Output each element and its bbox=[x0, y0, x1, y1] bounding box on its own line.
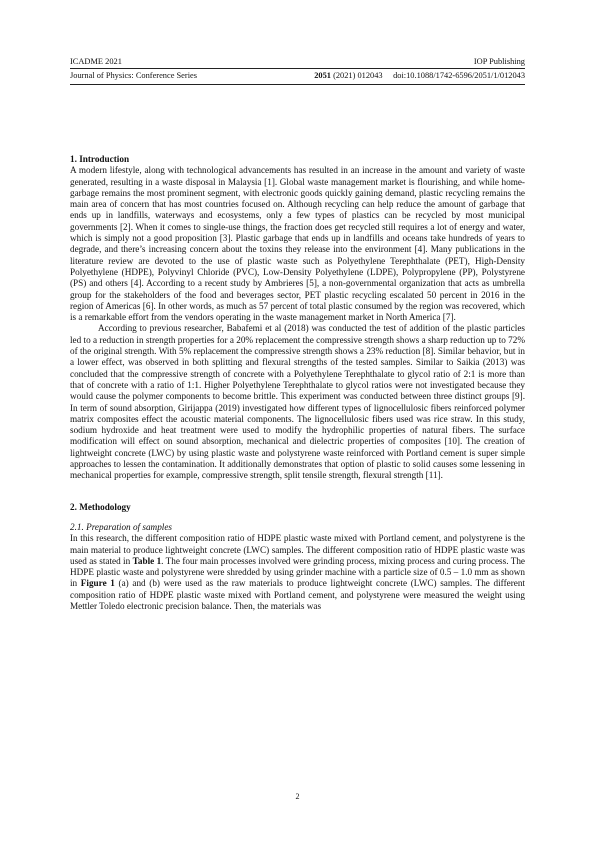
methodology-text-b: . The four main processes involved were grinding process, mixing process and curing process. The HDPE plastic waste and polystyrene were shredded by using grinder machine with a particle size of 0.5 – 1.0 mm as shown in bbox=[70, 555, 525, 589]
running-header-top bbox=[70, 57, 525, 67]
section-gap bbox=[70, 482, 525, 502]
doi: doi:10.1088/1742-6596/2051/1/012043 bbox=[393, 71, 525, 80]
conference-name: ICADME 2021 bbox=[70, 57, 122, 66]
journal-name: Journal of Physics: Conference Series bbox=[70, 71, 197, 80]
figure-reference[interactable]: Figure 1 bbox=[80, 578, 115, 589]
running-header-citation bbox=[70, 71, 525, 81]
header-rule-bottom bbox=[70, 84, 525, 85]
volume-number: 2051 bbox=[314, 71, 331, 80]
introduction-paragraph-1: A modern lifestyle, along with technological advancements has resulted in an increase in the amount and variety of waste generated, resulting in a waste disposal in Malaysia [1]. Global waste management market is flourishing, and while home-garbage remains the most prominent segment, with electronic goods quickly gaining demand, plastic recycling remains the main area of concern that has most countries focused on. Although recycling can help reduce the amount of garbage that ends up in landfills, waterways and ecosystems, only a few types of plastics can be recycled by most municipal governments [2]. When it comes to single-use things, the fraction does get recycled still requires a lot of energy and water, which is simply not a good proposition [3]. Plastic garbage that ends up in landfills and oceans take hundreds of years to degrade, and there’s increasing concern about the toxins they release into the environment [4]. Many publications in the literature review are devoted to the use of plastic waste such as Polyethylene Terephthalate (PET), High-Density Polyethylene (HDPE), Polyvinyl Chloride (PVC), Low-Density Polyethylene (LDPE), Polypropylene (PP), Polystyrene (PS) and others [4]. According to a recent study by Ambrieres [5], a non-governmental organization that acts as umbrella group for the stakeholders of the food and beverages sector, PET plastic recycling escalated 50 percent in 2016 in the region of Americas [6]. In other words, as much as 57 percent of total plastic consumed by the region was recovered, which is a remarkable effort from the vendors operating in the waste management market in North America [7]. bbox=[70, 165, 525, 323]
citation-rest: (2021) 012043 bbox=[333, 71, 383, 80]
body-text bbox=[70, 154, 525, 612]
methodology-paragraph bbox=[70, 533, 525, 612]
subsection-heading-preparation: 2.1. Preparation of samples bbox=[70, 521, 172, 532]
table-reference[interactable]: Table 1 bbox=[132, 555, 162, 566]
header-rule-top bbox=[70, 68, 525, 69]
page-number: 2 bbox=[295, 792, 300, 801]
introduction-paragraph-2: According to previous researcher, Babafemi et al (2018) was conducted the test of addition of the plastic particles led to a reduction in strength properties for a 20% replacement the compressive strength shows a sharp reduction up to 72% of the original strength. With 5% replacement the compressive strength shows a 23% reduction [8]. Similar behavior, but in a lower effect, was observed in both splitting and flexural strengths of the tested samples. Similar to Saikia (2013) was concluded that the compressive strength of concrete with a Polyethylene Terephthalate to glycol ratio of 2:1 is more than that of concrete with a ratio of 1:1. Higher Polyethylene Terephthalate to glycol ratios were not investigated because they would cause the polymer components to become brittle. This experiment was conducted between three distinct groups [9]. In term of sound absorption, Girijappa (2019) investigated how different types of lignocellulosic fibers reinforced polymer matrix composites effect the acoustic material components. The lignocellulosic fibers used was rice straw. In this study, sodium hydroxide and heat treatment were used to modify the hydrophilic properties of natural fibers. The surface modification will effect on sound absorption, mechanical and dielectric properties of composites [10]. The creation of lightweight concrete (LWC) by using plastic waste and polystyrene waste reinforced with Portland cement is super simple approaches to lessen the contamination. It additionally demonstrates that option of plastic to solid causes some lessening in mechanical properties for example, compressive strength, split tensile strength, flexural strength [11]. bbox=[70, 323, 525, 481]
methodology-text-c: (a) and (b) were used as the raw materials to produce lightweight concrete (LWC) samples. The different composition ratio of HDPE plastic waste mixed with Portland cement, and polystyrene were measured the weight using Mettler Toledo electronic precision balance. Then, the materials was bbox=[70, 578, 525, 611]
methodology-text-a: In this research, the different composition ratio of HDPE plastic waste mixed with Portland cement, and polystyrene is the main material to produce lightweight concrete (LWC) samples. The different composition ratio of HDPE plastic waste was used as stated in bbox=[70, 533, 525, 566]
citation bbox=[314, 71, 525, 81]
section-heading-introduction: 1. Introduction bbox=[70, 154, 130, 164]
section-heading-methodology: 2. Methodology bbox=[70, 501, 131, 512]
publisher-name: IOP Publishing bbox=[473, 57, 525, 66]
subsection-gap bbox=[70, 513, 525, 522]
